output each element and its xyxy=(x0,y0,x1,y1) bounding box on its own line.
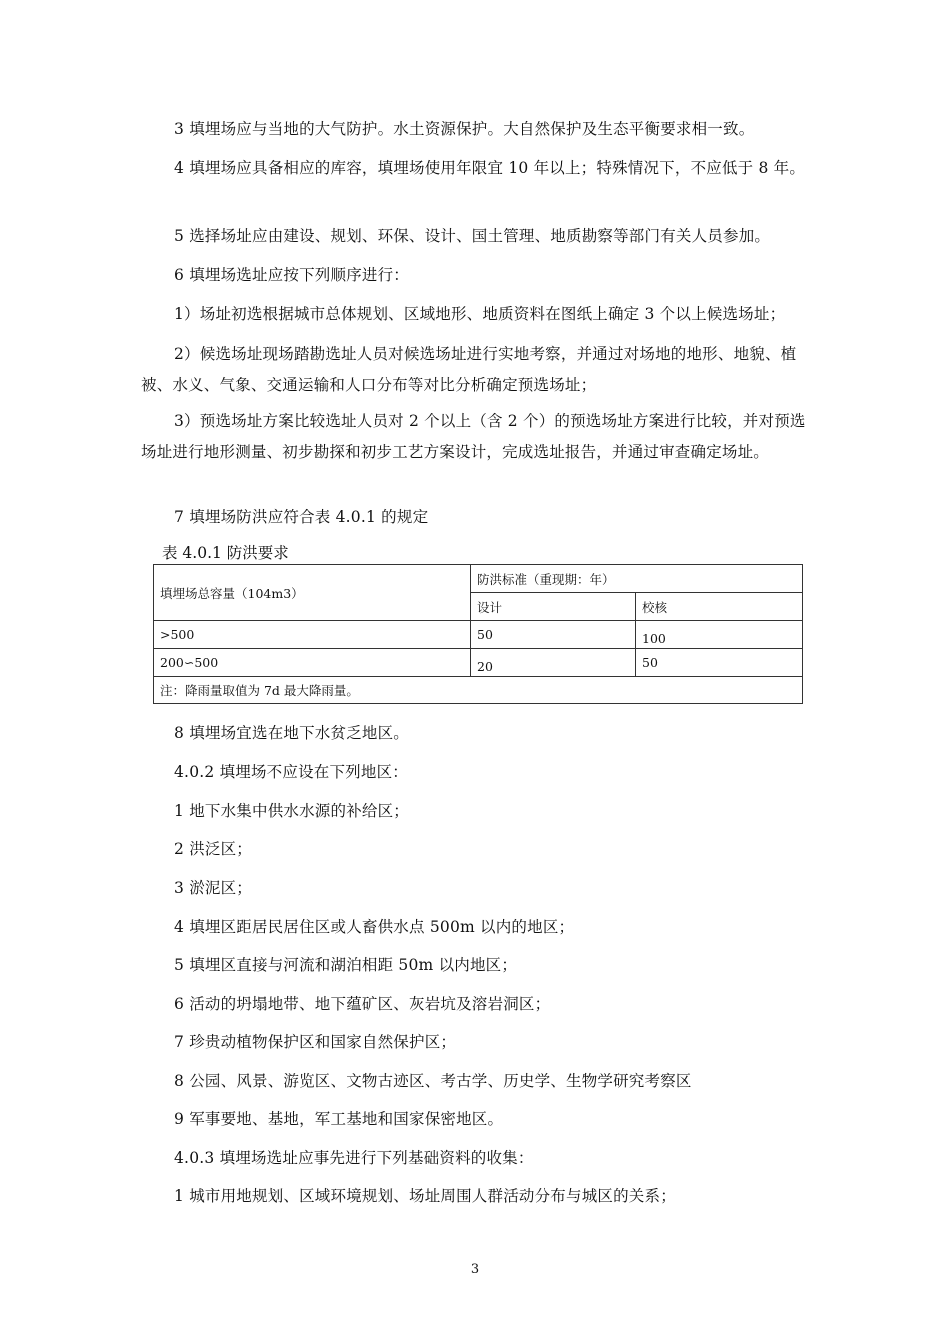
paragraph: 1 地下水集中供水水源的补给区； xyxy=(174,802,409,820)
flood-control-table xyxy=(153,564,803,704)
paragraph: 3 淤泥区； xyxy=(174,879,252,897)
table-header-flood-standard: 防洪标准（重现期：年） xyxy=(471,565,803,593)
paragraph: 3 填埋场应与当地的大气防护。水土资源保护。大自然保护及生态平衡要求相一致。 xyxy=(174,120,755,138)
table-row xyxy=(154,621,803,649)
paragraph: 2 洪泛区； xyxy=(174,840,252,858)
table-cell-design: 50 xyxy=(471,621,636,649)
paragraph: 4.0.2 填埋场不应设在下列地区： xyxy=(174,763,408,781)
paragraph: 4.0.3 填埋场选址应事先进行下列基础资料的收集： xyxy=(174,1149,534,1167)
paragraph: 7 珍贵动植物保护区和国家自然保护区； xyxy=(174,1033,457,1051)
paragraph: 8 填埋场宜选在地下水贫乏地区。 xyxy=(174,724,409,742)
paragraph: 1 城市用地规划、区域环境规划、场址周围人群活动分布与城区的关系； xyxy=(174,1187,676,1205)
paragraph: 4 填埋区距居民居住区或人畜供水点 500m 以内的地区； xyxy=(174,918,575,936)
paragraph: 6 活动的坍塌地带、地下蕴矿区、灰岩坑及溶岩洞区； xyxy=(174,995,551,1013)
table-row xyxy=(154,649,803,677)
table-caption: 表 4.0.1 防洪要求 xyxy=(162,544,289,562)
table-cell-capacity: >500 xyxy=(154,621,471,649)
paragraph: 7 填埋场防洪应符合表 4.0.1 的规定 xyxy=(174,508,429,526)
paragraph: 1）场址初选根据城市总体规划、区域地形、地质资料在图纸上确定 3 个以上候选场址； xyxy=(174,305,786,323)
table-header-check: 校核 xyxy=(636,593,803,621)
paragraph: 4 填埋场应具备相应的库容，填埋场使用年限宜 10 年以上；特殊情况下，不应低于 8 年。 xyxy=(174,159,806,177)
paragraph: 3）预选场址方案比较选址人员对 2 个以上（含 2 个）的预选场址方案进行比较，并对预选场址进行地形测量、初步勘探和初步工艺方案设计，完成选址报告，并通过审查确定场址。 xyxy=(141,412,806,461)
paragraph: 9 军事要地、基地，军工基地和国家保密地区。 xyxy=(174,1110,504,1128)
paragraph: 2）候选场址现场踏勘选址人员对候选场址进行实地考察，并通过对场地的地形、地貌、植被、水义、气象、交通运输和人口分布等对比分析确定预选场址； xyxy=(141,345,797,394)
table-cell-capacity: 200∽500 xyxy=(154,649,471,677)
table-header-design: 设计 xyxy=(471,593,636,621)
paragraph: 5 填埋区直接与河流和湖泊相距 50m 以内地区； xyxy=(174,956,518,974)
table-cell-check: 100 xyxy=(636,621,803,649)
page-number: 3 xyxy=(470,1262,480,1277)
paragraph: 5 选择场址应由建设、规划、环保、设计、国土管理、地质勘察等部门有关人员参加。 xyxy=(174,227,771,245)
table-cell-check: 50 xyxy=(636,649,803,677)
table-note: 注：降雨量取值为 7d 最大降雨量。 xyxy=(154,677,803,704)
paragraph: 8 公园、风景、游览区、文物古迹区、考古学、历史学、生物学研究考察区 xyxy=(174,1072,692,1090)
table-cell-design: 20 xyxy=(471,649,636,677)
paragraph: 6 填埋场选址应按下列顺序进行： xyxy=(174,266,409,284)
table-header-capacity: 填埋场总容量（104m3） xyxy=(154,565,471,621)
